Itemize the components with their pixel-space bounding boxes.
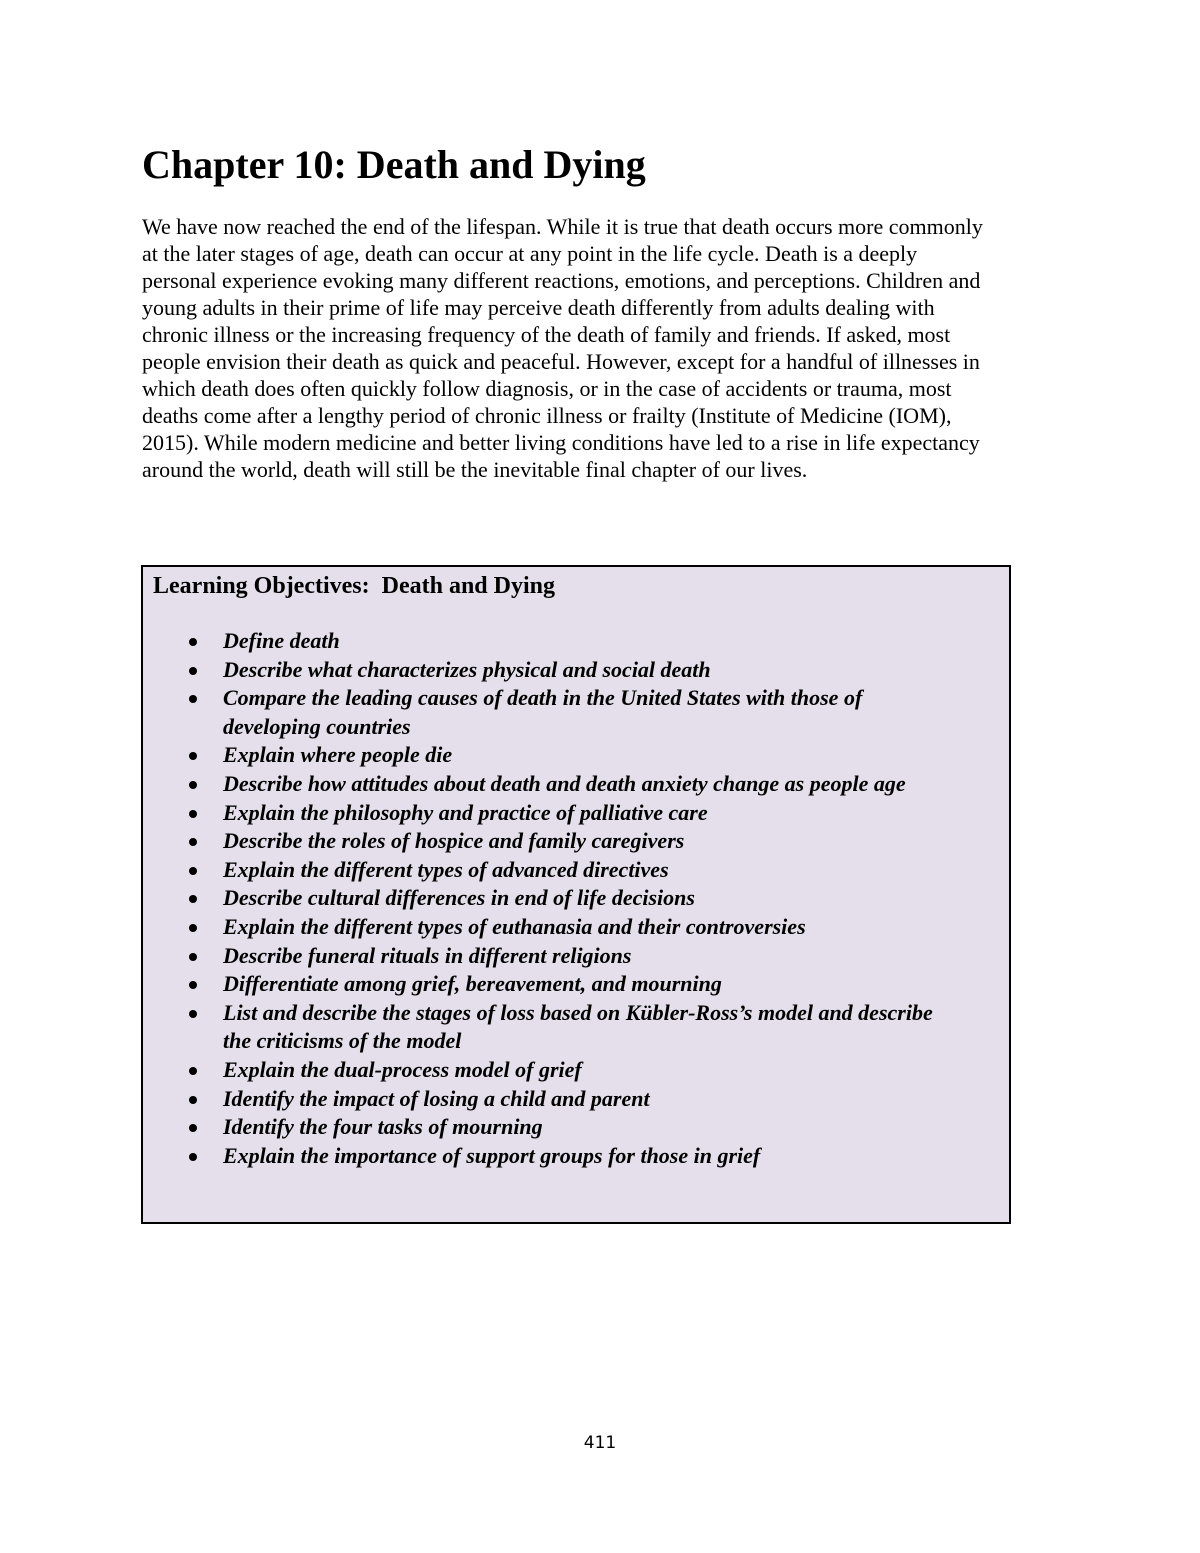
objective-item (143, 827, 1009, 856)
intro-line: 2015). While modern medicine and better living conditions have led to a rise in life expectancy (142, 430, 980, 455)
objective-text: List and describe the stages of loss based on Kübler-Ross’s model and describe (223, 999, 933, 1025)
learning-objectives-list (143, 627, 1009, 1170)
bullet-icon (189, 924, 197, 932)
objective-item (143, 1056, 1009, 1085)
objective-text: Explain the philosophy and practice of palliative care (223, 799, 708, 825)
objective-text: developing countries (223, 713, 411, 739)
intro-line: chronic illness or the increasing frequency of the death of family and friends. If asked, most (142, 322, 951, 347)
bullet-icon (189, 981, 197, 989)
objective-text: Explain where people die (223, 742, 453, 768)
objective-text: Explain the dual-process model of grief (223, 1056, 582, 1082)
bullet-icon (189, 895, 197, 903)
objective-text: Describe cultural differences in end of life decisions (223, 885, 695, 911)
bullet-icon (189, 953, 197, 961)
intro-line: deaths come after a lengthy period of chronic illness or frailty (Institute of Medicine (IOM), (142, 403, 952, 428)
bullet-icon (189, 838, 197, 846)
bullet-icon (189, 695, 197, 703)
learning-objectives-box (141, 565, 1011, 1224)
bullet-icon (189, 1124, 197, 1132)
objective-text: Explain the different types of euthanasia and their controversies (223, 913, 806, 939)
objective-item (143, 770, 1009, 799)
bullet-icon (189, 810, 197, 818)
intro-line: personal experience evoking many different reactions, emotions, and perceptions. Children and (142, 268, 981, 293)
bullet-icon (189, 752, 197, 760)
intro-line: We have now reached the end of the lifespan. While it is true that death occurs more commonly (142, 214, 983, 239)
bullet-icon (189, 638, 197, 646)
intro-line: at the later stages of age, death can occur at any point in the life cycle. Death is a deeply (142, 241, 918, 266)
objective-item (143, 970, 1009, 999)
objective-text: Describe funeral rituals in different religions (223, 942, 632, 968)
objective-text: Identify the four tasks of mourning (223, 1114, 543, 1140)
objective-item (143, 999, 1009, 1056)
objective-text: Describe what characterizes physical and social death (223, 656, 711, 682)
objective-item (143, 856, 1009, 885)
objective-text: the criticisms of the model (223, 1028, 462, 1054)
objective-text: Describe how attitudes about death and death anxiety change as people age (223, 770, 906, 796)
objective-item (143, 741, 1009, 770)
objective-item (143, 913, 1009, 942)
objective-text: Identify the impact of losing a child and parent (223, 1085, 650, 1111)
intro-line: young adults in their prime of life may perceive death differently from adults dealing with (142, 295, 935, 320)
objective-item (143, 684, 1009, 741)
objective-item (143, 656, 1009, 685)
bullet-icon (189, 867, 197, 875)
objective-text: Describe the roles of hospice and family caregivers (223, 828, 685, 854)
objective-text: Differentiate among grief, bereavement, and mourning (223, 971, 722, 997)
bullet-icon (189, 1096, 197, 1104)
bullet-icon (189, 1010, 197, 1018)
bullet-icon (189, 1153, 197, 1161)
objective-text: Define death (223, 628, 340, 653)
learning-objectives-title: Learning Objectives: Death and Dying (153, 573, 555, 599)
intro-paragraph (142, 213, 1062, 483)
bullet-icon (189, 781, 197, 789)
objective-item (143, 1142, 1009, 1171)
intro-line: people envision their death as quick and peaceful. However, except for a handful of illnesses in (142, 349, 980, 374)
bullet-icon (189, 1067, 197, 1075)
bullet-icon (189, 667, 197, 675)
objective-item (143, 1085, 1009, 1114)
objective-text: Explain the importance of support groups for those in grief (223, 1142, 761, 1168)
objective-item (143, 1113, 1009, 1142)
objective-item (143, 799, 1009, 828)
intro-line: which death does often quickly follow diagnosis, or in the case of accidents or trauma, most (142, 376, 952, 401)
objective-item (143, 627, 1009, 656)
intro-line: around the world, death will still be the inevitable final chapter of our lives. (142, 457, 808, 482)
objective-text: Compare the leading causes of death in the United States with those of (223, 685, 863, 711)
objective-item (143, 884, 1009, 913)
chapter-title: Chapter 10: Death and Dying (142, 142, 646, 187)
page-number: 411 (583, 1433, 617, 1453)
objective-text: Explain the different types of advanced directives (223, 856, 669, 882)
objective-item (143, 942, 1009, 971)
